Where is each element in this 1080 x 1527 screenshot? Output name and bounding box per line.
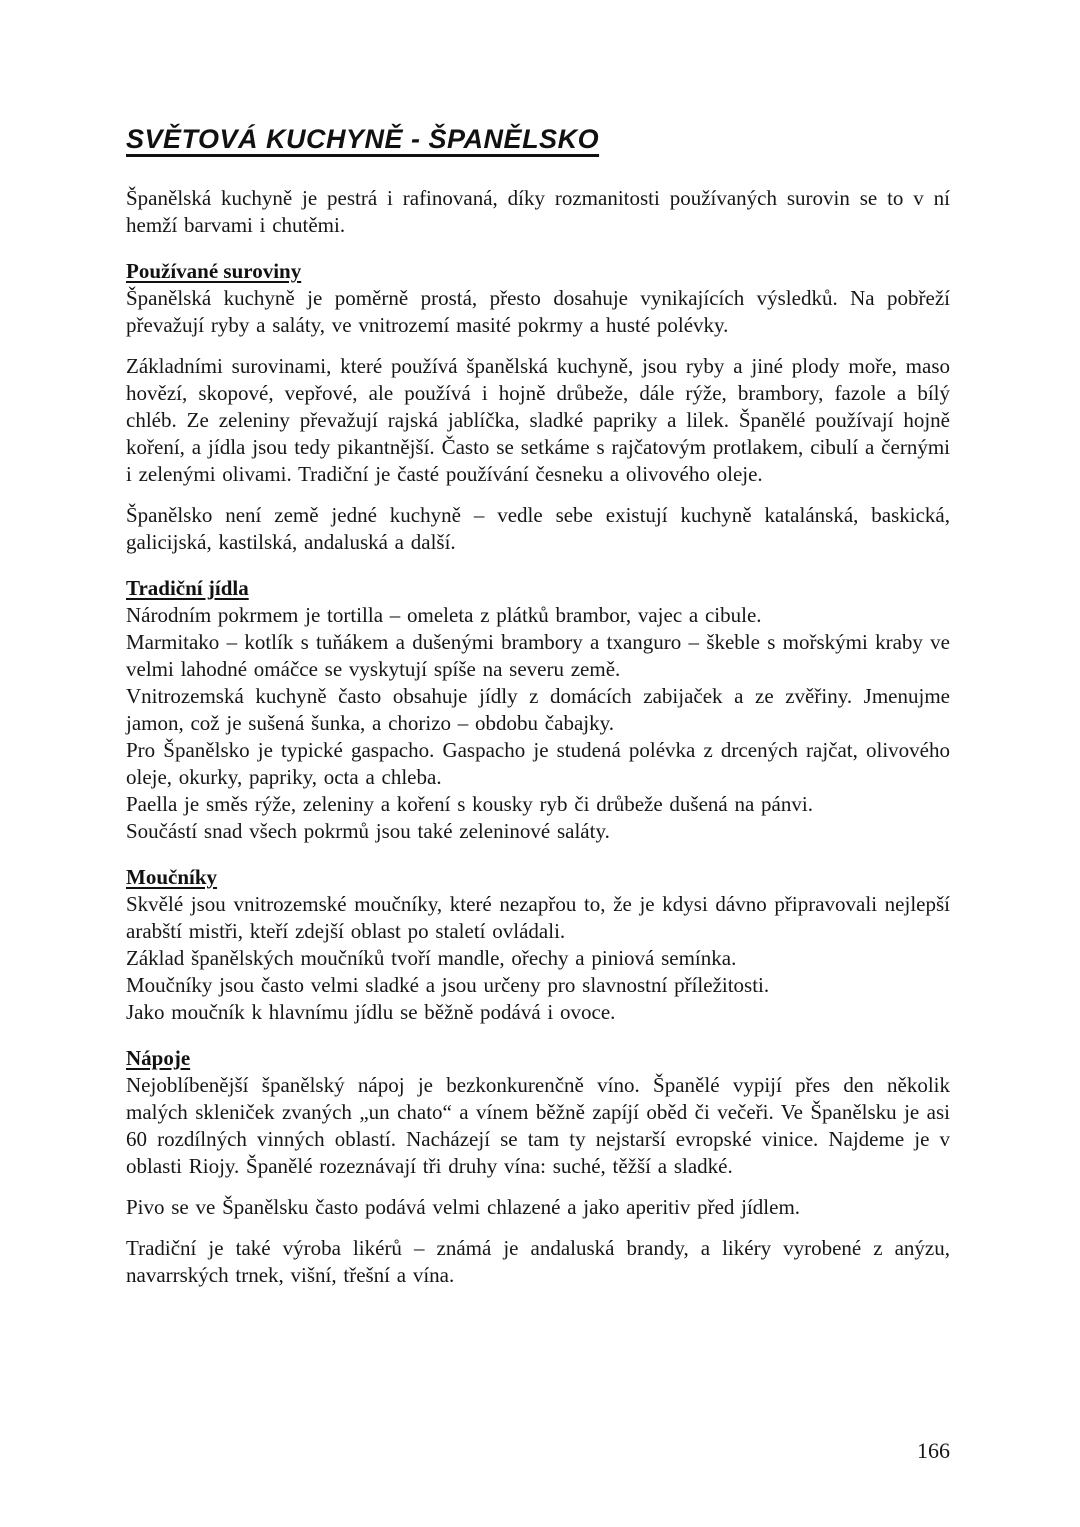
section-napoje (126, 1045, 950, 1289)
paragraph: Moučníky jsou často velmi sladké a jsou určeny pro slavnostní příležitosti. (126, 973, 770, 997)
paragraph: Paella je směs rýže, zeleniny a koření s kousky ryb či drůbeže dušená na pánvi. (126, 792, 813, 816)
paragraph: Pivo se ve Španělsku často podává velmi chlazené a jako aperitiv před jídlem. (126, 1195, 801, 1219)
section-heading: Tradiční jídla (126, 576, 249, 600)
paragraph: Součástí snad všech pokrmů jsou také zeleninové saláty. (126, 819, 610, 843)
page-number: 166 (917, 1438, 950, 1463)
section-heading: Nápoje (126, 1046, 191, 1070)
paragraph: Jako moučník k hlavnímu jídlu se běžně podává i ovoce. (126, 1000, 616, 1024)
paragraph: Základ španělských moučníků tvoří mandle, ořechy a piniová semínka. (126, 946, 737, 970)
paragraph: Španělsko není země jedné kuchyně – vedle sebe existují kuchyně katalánská, baskická, galicijská, kastilská, andaluská a další. (126, 503, 950, 554)
section-tradicni-jidla (126, 575, 950, 845)
paragraph: Pro Španělsko je typické gaspacho. Gaspacho je studená polévka z drcených rajčat, olivového oleje, okurky, papriky, octa a chleba. (126, 738, 950, 789)
paragraph: Marmitako – kotlík s tuňákem a dušenými brambory a txanguro – škeble s mořskými kraby ve velmi lahodné omáčce se vyskytují spíše na severu země. (126, 630, 950, 681)
section-heading: Moučníky (126, 865, 218, 889)
intro-paragraph: Španělská kuchyně je pestrá i rafinovaná, díky rozmanitosti používaných surovin se to v ní hemží barvami i chutěmi. (126, 186, 950, 237)
paragraph: Tradiční je také výroba likérů – známá je andaluská brandy, a likéry vyrobené z anýzu, navarrských trnek, višní, třešní a vína. (126, 1236, 950, 1287)
section-pouzivane-suroviny (126, 258, 950, 556)
document-content (126, 124, 950, 1289)
paragraph: Vnitrozemská kuchyně často obsahuje jídly z domácích zabijaček a ze zvěřiny. Jmenujme jamon, což je sušená šunka, a chorizo – obdobu čabajky. (126, 684, 950, 735)
paragraph: Skvělé jsou vnitrozemské moučníky, které nezapřou to, že je kdysi dávno připravovali nejlepší arabští mistři, kteří zdejší oblast po staletí ovládali. (126, 892, 950, 943)
paragraph: Nejoblíbenější španělský nápoj je bezkonkurenčně víno. Španělé vypijí přes den několik malých skleniček zvaných „un chato“ a vínem běžně zapíjí oběd či večeři. Ve Španělsku je asi 60 rozdílných vinných oblastí. Nacházejí se tam ty nejstarší evropské vinice. Najdeme je v oblasti Riojy. Španělé rozeznávají tři druhy vína: suché, těžší a sladké. (126, 1073, 950, 1178)
page-title: SVĚTOVÁ KUCHYNĚ - ŠPANĚLSKO (126, 124, 600, 154)
section-moucniky (126, 864, 950, 1026)
paragraph: Španělská kuchyně je poměrně prostá, přesto dosahuje vynikajících výsledků. Na pobřeží převažují ryby a saláty, ve vnitrozemí masité pokrmy a husté polévky. (126, 286, 950, 337)
paragraph: Základními surovinami, které používá španělská kuchyně, jsou ryby a jiné plody moře, maso hovězí, skopové, vepřové, ale používá i hojně drůbeže, dále rýže, brambory, fazole a bílý chléb. Ze zeleniny převažují rajská jablíčka, sladké papriky a lilek. Španělé používají hojně koření, a jídla jsou tedy pikantnější. Často se setkáme s rajčatovým protlakem, cibulí a černými i zelenými olivami. Tradiční je časté používání česneku a olivového oleje. (126, 354, 950, 486)
section-heading: Používané suroviny (126, 259, 302, 283)
paragraph: Národním pokrmem je tortilla – omeleta z plátků brambor, vajec a cibule. (126, 603, 762, 627)
